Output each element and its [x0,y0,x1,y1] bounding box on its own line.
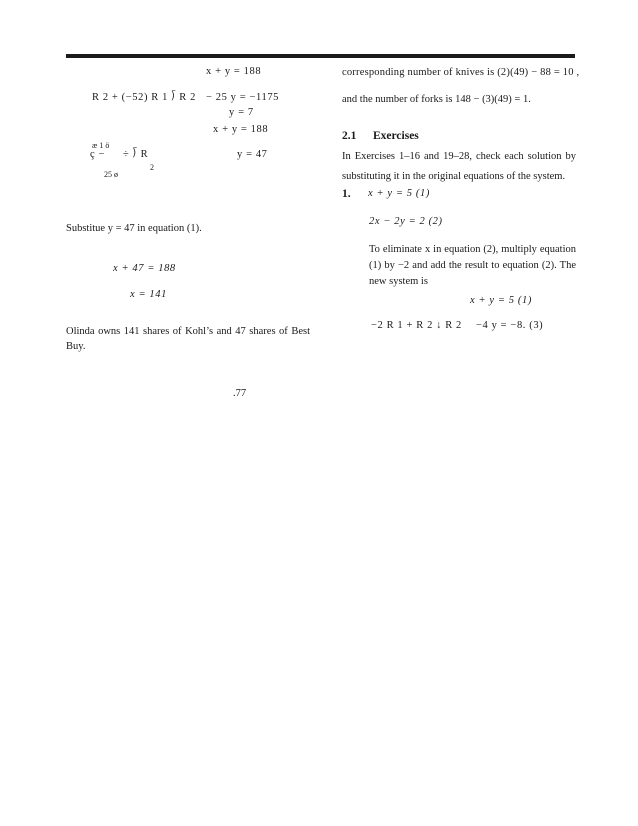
equation-x-plus-y: x + y = 188 [206,66,262,77]
forks-line: and the number of forks is 148 − (3)(49) = 1. [342,94,531,105]
page-number: .77 [233,388,247,399]
fraction-left: ç − [90,149,106,160]
equation-y-47: y = 47 [237,149,268,160]
exercise-equation-2: 2x − 2y = 2 (2) [369,216,443,227]
exercise-equation-3: x + y = 5 (1) [470,295,532,306]
fraction-subscript: 2 [150,163,154,172]
fraction-denominator: 25 ø [104,170,118,179]
equation-minus-25y: − 25 y = −1175 [206,92,280,103]
knives-line: corresponding number of knives is (2)(49) − 88 = 10 , [342,67,580,78]
exercise-intro: In Exercises 1–16 and 19–28, check each solution by substituting it in the original equations of the system. [342,151,576,182]
exercise-number: 1. [342,188,351,200]
equation-x-plus-y-2: x + y = 188 [213,124,269,135]
exercise-row-operation: −2 R 1 + R 2 ↓ R 2 [371,320,462,331]
equation-y-7: y = 7 [229,107,254,118]
section-title: Exercises [373,130,419,142]
header-rule [66,54,575,58]
exercise-equation-1: x + y = 5 (1) [368,188,430,199]
calc-line-1: x + 47 = 188 [113,263,176,274]
exercise-explanation: To eliminate x in equation (2), multiply equation (1) by −2 and add the result to equation (2). The new system is [369,244,576,287]
section-number: 2.1 [342,130,357,142]
exercise-equation-4: −4 y = −8. (3) [476,320,544,331]
calc-line-2: x = 141 [130,289,167,300]
substitute-text: Substitue y = 47 in equation (1). [66,223,202,234]
fraction-right: ÷ ⟌ R [123,149,149,160]
conclusion-paragraph: Olinda owns 141 shares of Kohl’s and 47 shares of Best Buy. [66,326,310,352]
row-operation: R 2 + (−52) R 1 ⟌ R 2 [92,92,196,103]
fraction-top: æ 1 ö [92,141,110,150]
